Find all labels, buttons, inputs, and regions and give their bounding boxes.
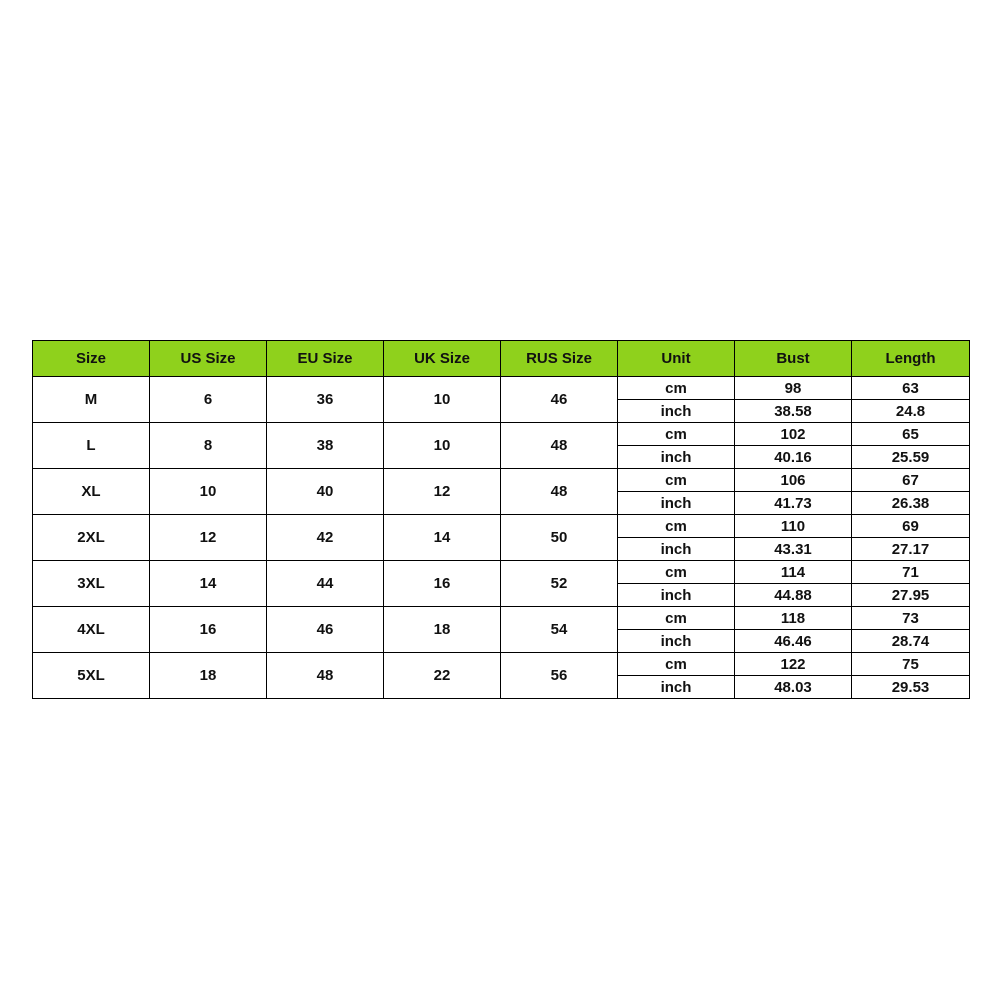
length-cell: 63 <box>852 377 970 400</box>
eu-size-cell: 46 <box>267 607 384 653</box>
length-cell: 24.8 <box>852 400 970 423</box>
us-size-cell: 8 <box>150 423 267 469</box>
rus-size-cell: 52 <box>501 561 618 607</box>
unit-cell: cm <box>618 515 735 538</box>
unit-cell: inch <box>618 676 735 699</box>
unit-cell: cm <box>618 469 735 492</box>
table-body <box>33 377 970 699</box>
bust-cell: 41.73 <box>735 492 852 515</box>
bust-cell: 98 <box>735 377 852 400</box>
bust-cell: 40.16 <box>735 446 852 469</box>
eu-size-cell: 36 <box>267 377 384 423</box>
us-size-cell: 16 <box>150 607 267 653</box>
bust-cell: 122 <box>735 653 852 676</box>
length-cell: 27.17 <box>852 538 970 561</box>
unit-cell: inch <box>618 492 735 515</box>
length-cell: 26.38 <box>852 492 970 515</box>
unit-cell: inch <box>618 584 735 607</box>
header-unit: Unit <box>618 341 735 377</box>
uk-size-cell: 12 <box>384 469 501 515</box>
header-us-size: US Size <box>150 341 267 377</box>
header-eu-size: EU Size <box>267 341 384 377</box>
bust-cell: 43.31 <box>735 538 852 561</box>
rus-size-cell: 56 <box>501 653 618 699</box>
bust-cell: 46.46 <box>735 630 852 653</box>
header-rus-size: RUS Size <box>501 341 618 377</box>
uk-size-cell: 16 <box>384 561 501 607</box>
size-chart-table <box>32 340 970 699</box>
length-cell: 65 <box>852 423 970 446</box>
bust-cell: 44.88 <box>735 584 852 607</box>
unit-cell: cm <box>618 561 735 584</box>
eu-size-cell: 40 <box>267 469 384 515</box>
bust-cell: 106 <box>735 469 852 492</box>
length-cell: 75 <box>852 653 970 676</box>
table-row <box>33 607 970 630</box>
length-cell: 25.59 <box>852 446 970 469</box>
size-cell: 3XL <box>33 561 150 607</box>
eu-size-cell: 44 <box>267 561 384 607</box>
size-cell: L <box>33 423 150 469</box>
us-size-cell: 14 <box>150 561 267 607</box>
bust-cell: 48.03 <box>735 676 852 699</box>
size-cell: XL <box>33 469 150 515</box>
table-row <box>33 515 970 538</box>
table-row <box>33 469 970 492</box>
eu-size-cell: 48 <box>267 653 384 699</box>
bust-cell: 118 <box>735 607 852 630</box>
unit-cell: inch <box>618 630 735 653</box>
header-bust: Bust <box>735 341 852 377</box>
table-row <box>33 653 970 676</box>
table-row <box>33 377 970 400</box>
unit-cell: cm <box>618 607 735 630</box>
unit-cell: inch <box>618 538 735 561</box>
us-size-cell: 10 <box>150 469 267 515</box>
size-cell: M <box>33 377 150 423</box>
header-row <box>33 341 970 377</box>
table-header <box>33 341 970 377</box>
us-size-cell: 18 <box>150 653 267 699</box>
unit-cell: cm <box>618 377 735 400</box>
header-length: Length <box>852 341 970 377</box>
us-size-cell: 6 <box>150 377 267 423</box>
length-cell: 71 <box>852 561 970 584</box>
uk-size-cell: 10 <box>384 423 501 469</box>
length-cell: 28.74 <box>852 630 970 653</box>
bust-cell: 110 <box>735 515 852 538</box>
unit-cell: inch <box>618 446 735 469</box>
us-size-cell: 12 <box>150 515 267 561</box>
rus-size-cell: 54 <box>501 607 618 653</box>
unit-cell: cm <box>618 653 735 676</box>
unit-cell: inch <box>618 400 735 423</box>
uk-size-cell: 18 <box>384 607 501 653</box>
length-cell: 69 <box>852 515 970 538</box>
size-cell: 2XL <box>33 515 150 561</box>
table-row <box>33 561 970 584</box>
length-cell: 67 <box>852 469 970 492</box>
size-cell: 4XL <box>33 607 150 653</box>
bust-cell: 38.58 <box>735 400 852 423</box>
bust-cell: 114 <box>735 561 852 584</box>
eu-size-cell: 38 <box>267 423 384 469</box>
rus-size-cell: 48 <box>501 469 618 515</box>
table-row <box>33 423 970 446</box>
length-cell: 29.53 <box>852 676 970 699</box>
length-cell: 27.95 <box>852 584 970 607</box>
uk-size-cell: 22 <box>384 653 501 699</box>
uk-size-cell: 10 <box>384 377 501 423</box>
uk-size-cell: 14 <box>384 515 501 561</box>
eu-size-cell: 42 <box>267 515 384 561</box>
length-cell: 73 <box>852 607 970 630</box>
rus-size-cell: 46 <box>501 377 618 423</box>
size-cell: 5XL <box>33 653 150 699</box>
header-uk-size: UK Size <box>384 341 501 377</box>
rus-size-cell: 50 <box>501 515 618 561</box>
rus-size-cell: 48 <box>501 423 618 469</box>
header-size: Size <box>33 341 150 377</box>
unit-cell: cm <box>618 423 735 446</box>
bust-cell: 102 <box>735 423 852 446</box>
